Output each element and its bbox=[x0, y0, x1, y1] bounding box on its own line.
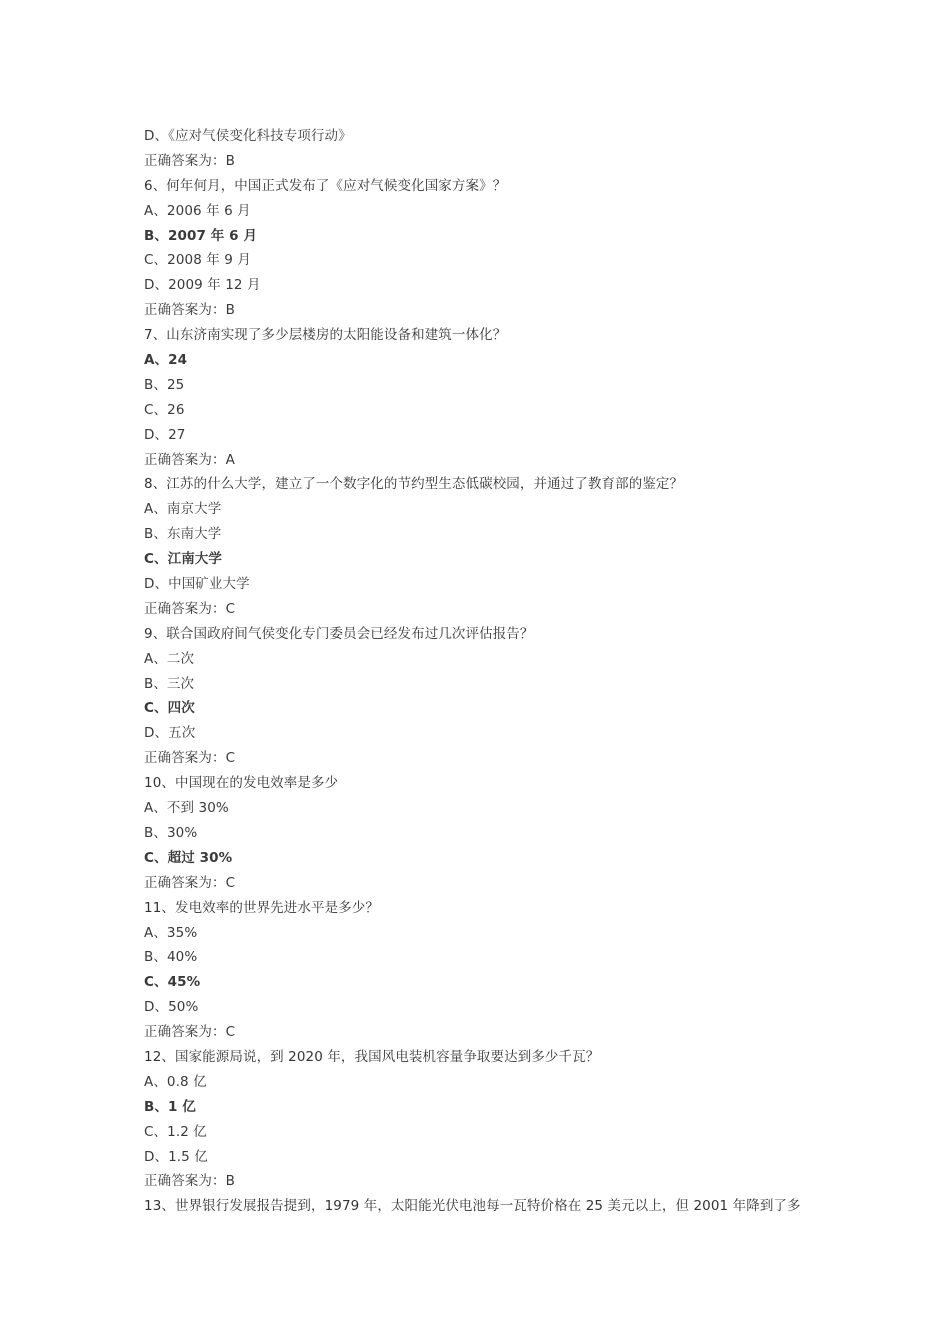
option-line: C、26 bbox=[144, 401, 185, 418]
option-line: A、南京大学 bbox=[144, 501, 222, 518]
option-line: D、五次 bbox=[144, 725, 196, 742]
option-line: B、25 bbox=[144, 376, 185, 393]
option-line: B、三次 bbox=[144, 675, 195, 692]
option-line: A、二次 bbox=[144, 650, 195, 667]
document-body bbox=[144, 124, 824, 1219]
question-line: 13、世界银行发展报告提到，1979 年，太阳能光伏电池每一瓦特价格在 25 美元以上，但 2001 年降到了多 bbox=[144, 1198, 801, 1215]
option-line: D、2009 年 12 月 bbox=[144, 277, 261, 294]
question-line: 12、国家能源局说，到 2020 年，我国风电装机容量争取要达到多少千瓦？ bbox=[144, 1048, 600, 1065]
option-line: A、2006 年 6 月 bbox=[144, 202, 251, 219]
answer-line: 正确答案为：B bbox=[144, 152, 235, 169]
selected-option-line: C、超过 30% bbox=[144, 849, 233, 866]
option-line: C、2008 年 9 月 bbox=[144, 252, 251, 269]
option-line: B、30% bbox=[144, 824, 198, 841]
answer-line: 正确答案为：B bbox=[144, 1173, 235, 1190]
option-line: D、27 bbox=[144, 426, 186, 443]
selected-option-line: B、1 亿 bbox=[144, 1098, 196, 1115]
option-line: A、0.8 亿 bbox=[144, 1073, 207, 1090]
selected-option-line: C、四次 bbox=[144, 700, 195, 717]
question-line: 11、发电效率的世界先进水平是多少？ bbox=[144, 899, 379, 916]
answer-line: 正确答案为：C bbox=[144, 874, 236, 891]
option-line: D、50% bbox=[144, 999, 199, 1016]
answer-line: 正确答案为：B bbox=[144, 302, 235, 319]
question-line: 8、江苏的什么大学，建立了一个数字化的节约型生态低碳校园，并通过了教育部的鉴定？ bbox=[144, 476, 684, 493]
question-line: 10、中国现在的发电效率是多少 bbox=[144, 775, 339, 792]
selected-option-line: B、2007 年 6 月 bbox=[144, 227, 258, 244]
answer-line: 正确答案为：A bbox=[144, 451, 235, 468]
answer-line: 正确答案为：C bbox=[144, 600, 236, 617]
answer-line: 正确答案为：C bbox=[144, 1024, 236, 1041]
selected-option-line: A、24 bbox=[144, 352, 188, 369]
option-line: B、东南大学 bbox=[144, 526, 222, 543]
option-line: D、1.5 亿 bbox=[144, 1148, 208, 1165]
question-line: 6、何年何月，中国正式发布了《应对气候变化国家方案》？ bbox=[144, 177, 507, 194]
question-line: 7、山东济南实现了多少层楼房的太阳能设备和建筑一体化？ bbox=[144, 327, 507, 344]
question-line: 9、联合国政府间气侯变化专门委员会已经发布过几次评估报告？ bbox=[144, 625, 534, 642]
selected-option-line: C、45% bbox=[144, 974, 201, 991]
answer-line: 正确答案为：C bbox=[144, 750, 236, 767]
option-line: C、1.2 亿 bbox=[144, 1123, 207, 1140]
option-line: B、40% bbox=[144, 949, 198, 966]
selected-option-line: C、江南大学 bbox=[144, 551, 223, 568]
option-line: D、《应对气侯变化科技专项行动》 bbox=[144, 128, 352, 144]
option-line: A、35% bbox=[144, 924, 198, 941]
option-line: D、中国矿业大学 bbox=[144, 576, 250, 593]
option-line: A、不到 30% bbox=[144, 800, 229, 817]
